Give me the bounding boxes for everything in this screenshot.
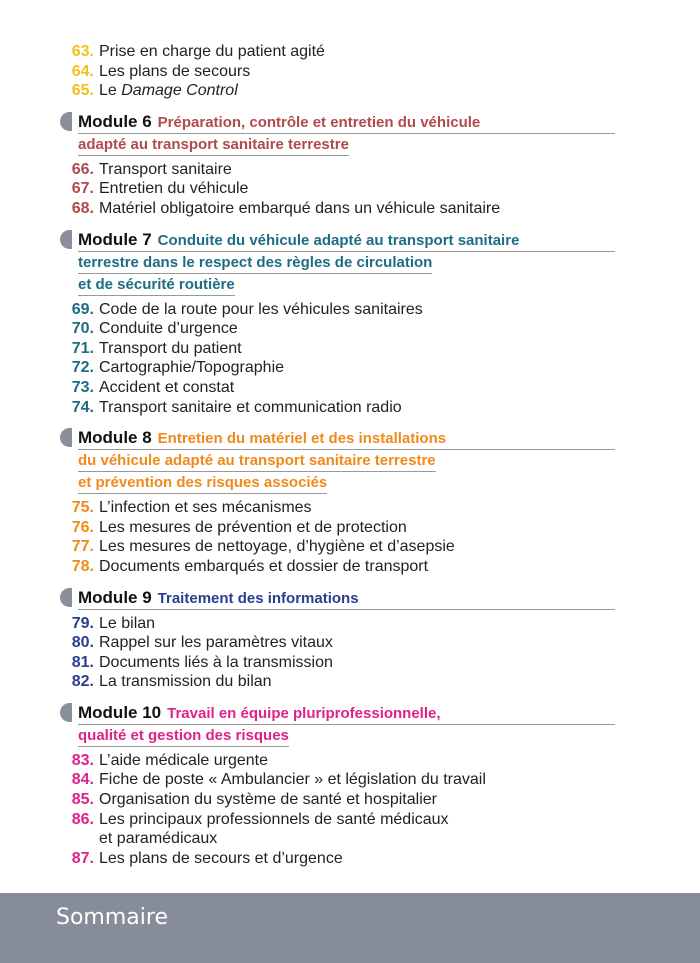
- footer-bar: [0, 893, 700, 963]
- entry-title: Prise en charge du patient agité: [99, 43, 325, 60]
- entry-title: Transport du patient: [99, 339, 242, 357]
- toc-entry[interactable]: [0, 790, 700, 810]
- entry-number: 70.: [71, 320, 94, 338]
- module-title: et de sécurité routière: [78, 274, 235, 296]
- module-tab-marker: [60, 588, 72, 607]
- module-title-line: [78, 702, 615, 725]
- toc-entry[interactable]: [0, 42, 700, 62]
- entry-title: Transport sanitaire et communication radio: [99, 398, 402, 416]
- entry-number: 83.: [71, 751, 94, 769]
- module-title: terrestre dans le respect des règles de circulation: [78, 252, 432, 274]
- module-tab-marker: [60, 112, 72, 131]
- entry-title: Les plans de secours et d’urgence: [99, 849, 343, 867]
- module-title-line: [78, 111, 615, 134]
- entry-title: Matériel obligatoire embarqué dans un véhicule sanitaire: [99, 199, 501, 217]
- module-title-line: [78, 252, 700, 274]
- entry-title: Les principaux professionnels de santé médicaux: [99, 810, 449, 828]
- toc-entry[interactable]: [0, 653, 700, 673]
- module-header[interactable]: [0, 111, 700, 156]
- spacer: [0, 829, 99, 849]
- entry-title: Les plans de secours: [99, 62, 251, 80]
- toc-entry[interactable]: [0, 751, 700, 771]
- module-title: Préparation, contrôle et entretien du véhicule: [157, 113, 481, 131]
- italic-term: Damage Control: [121, 82, 238, 100]
- toc-entry[interactable]: [0, 849, 700, 869]
- entry-number: 71.: [71, 339, 94, 357]
- module-title-line: [78, 725, 700, 747]
- module-title: Traitement des informations: [157, 589, 359, 607]
- module-tab-marker: [60, 230, 72, 249]
- entry-number: 73.: [71, 378, 94, 396]
- entry-number: 76.: [71, 518, 94, 536]
- module-header[interactable]: [0, 587, 700, 610]
- entry-title: L’infection et ses mécanismes: [99, 499, 312, 517]
- entry-number: 72.: [71, 359, 94, 377]
- module-label: Module 7: [78, 229, 152, 249]
- toc-entry[interactable]: [0, 378, 700, 398]
- entry-title: Conduite d’urgence: [99, 320, 238, 338]
- entry-number: 82.: [71, 673, 94, 691]
- table-of-contents: [0, 42, 700, 868]
- toc-entry[interactable]: [0, 537, 700, 557]
- entry-number: 85.: [71, 791, 94, 809]
- toc-entry[interactable]: [0, 199, 700, 219]
- entry-number: 66.: [71, 160, 94, 178]
- entry-number: 79.: [71, 614, 94, 632]
- entry-title: La transmission du bilan: [99, 673, 272, 691]
- module-header[interactable]: [0, 702, 700, 747]
- entry-number: 67.: [71, 180, 94, 198]
- entry-number: 65.: [71, 82, 94, 100]
- module-header[interactable]: [0, 229, 700, 296]
- entry-title: Fiche de poste « Ambulancier » et législation du travail: [99, 771, 486, 789]
- entry-number: 78.: [71, 557, 94, 575]
- module-title-line: [78, 427, 615, 450]
- entry-title: Les mesures de nettoyage, d’hygiène et d’asepsie: [99, 538, 455, 556]
- entry-number: 75.: [71, 499, 94, 517]
- module-entries: [0, 751, 700, 869]
- module-title: qualité et gestion des risques: [78, 725, 289, 747]
- toc-entry[interactable]: [0, 358, 700, 378]
- entry-title: Le Damage Control: [99, 82, 238, 100]
- toc-entry[interactable]: [0, 319, 700, 339]
- module-title-line: [78, 450, 700, 472]
- module-title-line: [78, 587, 615, 610]
- module-title: adapté au transport sanitaire terrestre: [78, 134, 349, 156]
- entry-number: 86.: [71, 810, 94, 828]
- toc-entry[interactable]: [0, 300, 700, 320]
- entry-title: Entretien du véhicule: [99, 180, 249, 198]
- module-label: Module 8: [78, 428, 152, 448]
- toc-entry[interactable]: [0, 557, 700, 577]
- module-entries: [0, 160, 700, 219]
- entry-number: 68.: [71, 199, 94, 217]
- footer-title: Sommaire: [56, 905, 168, 930]
- module-label: Module 10: [78, 702, 162, 722]
- module-label: Module 6: [78, 111, 152, 131]
- entry-title: Accident et constat: [99, 378, 235, 396]
- entry-number: 87.: [71, 849, 94, 867]
- entry-title: Organisation du système de santé et hospitalier: [99, 791, 437, 809]
- entry-number: 80.: [71, 634, 94, 652]
- entry-title: Rappel sur les paramètres vitaux: [99, 634, 333, 652]
- entry-number: 74.: [71, 398, 94, 416]
- entry-title: Cartographie/Topographie: [99, 359, 285, 377]
- intro-list: [0, 42, 700, 101]
- toc-entry[interactable]: [0, 810, 700, 830]
- entry-title: Code de la route pour les véhicules sanitaires: [99, 300, 423, 318]
- entry-number: 81.: [71, 653, 94, 671]
- toc-entry[interactable]: [0, 614, 700, 634]
- entry-title: Documents embarqués et dossier de transport: [99, 557, 429, 575]
- toc-entry[interactable]: [0, 498, 700, 518]
- toc-entry[interactable]: [0, 62, 700, 82]
- module-tab-marker: [60, 428, 72, 447]
- toc-entry[interactable]: [0, 672, 700, 692]
- module-label: Module 9: [78, 587, 152, 607]
- entry-number: 63.: [71, 43, 94, 60]
- module-entries: [0, 498, 700, 576]
- entry-title: Documents liés à la transmission: [99, 653, 333, 671]
- entry-number: 77.: [71, 538, 94, 556]
- module-title-line: [78, 472, 700, 494]
- entry-number: 64.: [71, 62, 94, 80]
- module-title-line: [78, 134, 700, 156]
- entry-number: 84.: [71, 771, 94, 789]
- module-title: et prévention des risques associés: [78, 472, 327, 494]
- module-entries: [0, 300, 700, 418]
- toc-entry[interactable]: [0, 160, 700, 180]
- toc-entry-continued: [0, 829, 700, 849]
- module-title: du véhicule adapté au transport sanitaire terrestre: [78, 450, 436, 472]
- toc-entry[interactable]: [0, 518, 700, 538]
- module-title: Conduite du véhicule adapté au transport sanitaire: [157, 231, 520, 249]
- module-tab-marker: [60, 703, 72, 722]
- module-entries: [0, 614, 700, 692]
- entry-title: L’aide médicale urgente: [99, 751, 269, 769]
- module-title: Travail en équipe pluriprofessionnelle,: [167, 704, 441, 722]
- module-header[interactable]: [0, 427, 700, 494]
- entry-title: Le bilan: [99, 614, 156, 632]
- module-title: Entretien du matériel et des installations: [157, 430, 447, 448]
- toc-entry[interactable]: [0, 339, 700, 359]
- entry-title: Les mesures de prévention et de protection: [99, 518, 407, 536]
- toc-entry[interactable]: [0, 398, 700, 418]
- entry-title: Transport sanitaire: [99, 160, 232, 178]
- entry-title-continued: et paramédicaux: [99, 830, 218, 848]
- module-title-line: [78, 229, 615, 252]
- entry-number: 69.: [71, 300, 94, 318]
- toc-entry[interactable]: [0, 770, 700, 790]
- toc-entry[interactable]: [0, 179, 700, 199]
- toc-entry[interactable]: [0, 81, 700, 101]
- module-title-line: [78, 274, 700, 296]
- toc-entry[interactable]: [0, 633, 700, 653]
